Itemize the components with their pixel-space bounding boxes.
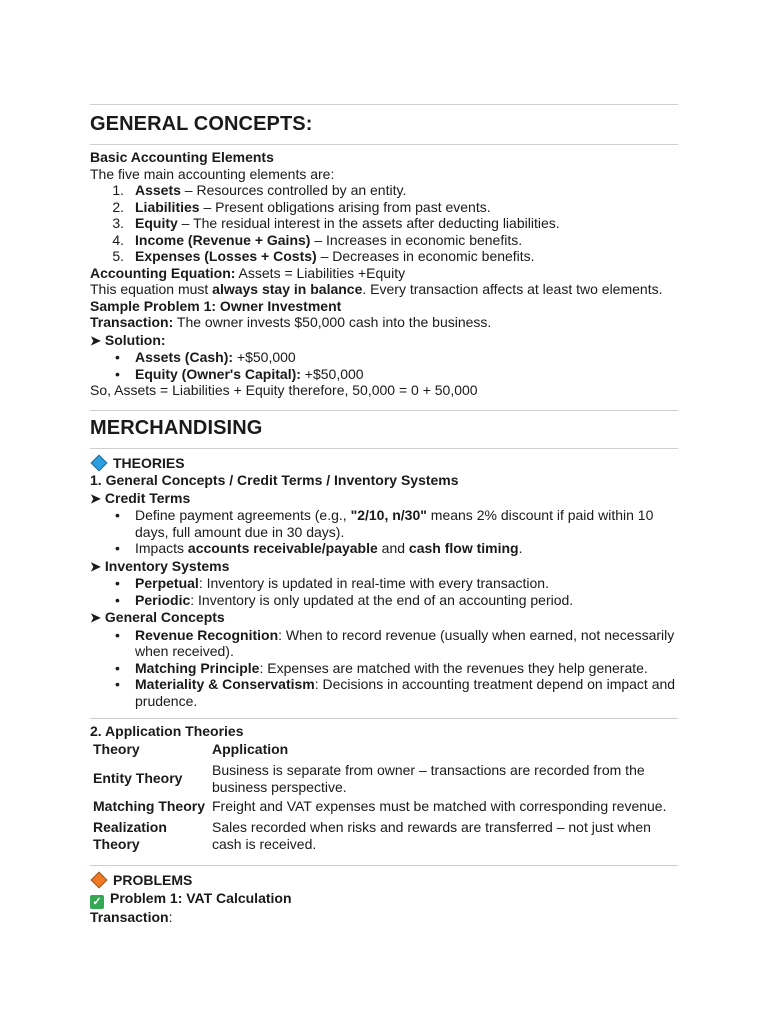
divider — [90, 410, 678, 411]
list-item: • Assets (Cash): +$50,000 — [90, 349, 678, 366]
table-header-application: Application — [212, 741, 289, 758]
inventory-list — [90, 575, 678, 608]
list-item: 5. Expenses (Losses + Costs) – Decreases in economic benefits. — [112, 248, 535, 264]
problem-1-title: ✓ Problem 1: VAT Calculation — [90, 890, 678, 909]
divider — [90, 104, 678, 105]
arrow-icon: ➤ — [90, 332, 101, 348]
list-item: • Impacts accounts receivable/payable and cash flow timing. — [90, 540, 678, 557]
orange-diamond-icon — [91, 871, 108, 888]
arrow-icon: ➤ — [90, 558, 101, 574]
sample-problem-title: Sample Problem 1: Owner Investment — [90, 297, 342, 314]
inventory-systems-label: ➤ Inventory Systems — [90, 557, 230, 574]
accounting-equation: Accounting Equation: Assets = Liabilities +Equity — [90, 264, 406, 281]
solution-label: ➤ Solution: — [90, 331, 166, 348]
list-item: • Revenue Recognition: When to record revenue (usually when earned, not necessarily when received). — [90, 627, 678, 660]
divider — [90, 144, 678, 145]
transaction-line: Transaction: The owner invests $50,000 cash into the business. — [90, 314, 492, 330]
general-concepts-label: ➤ General Concepts — [90, 609, 225, 625]
divider — [90, 865, 678, 866]
table-row — [90, 760, 678, 798]
general-concepts-list — [90, 627, 678, 710]
application-theories-table — [90, 740, 678, 856]
subheading-application-theories: 2. Application Theories — [90, 723, 244, 739]
list-item: • Define payment agreements (e.g., "2/10, n/30" means 2% discount if paid within 10 days, full amount due in 30 days). — [90, 507, 678, 540]
table-cell-application: Business is separate from owner – transactions are recorded from the business perspective. — [212, 762, 645, 795]
list-item: 2. Liabilities – Present obligations arising from past events. — [112, 198, 491, 215]
arrow-icon: ➤ — [90, 490, 101, 506]
list-item: 1. Assets – Resources controlled by an entity. — [112, 182, 407, 198]
blue-diamond-icon — [91, 454, 108, 471]
list-item: • Perpetual: Inventory is updated in real-time with every transaction. — [90, 575, 678, 592]
table-cell-theory: Matching Theory — [93, 798, 206, 815]
table-cell-theory: Realization Theory — [93, 819, 167, 852]
credit-terms-label: ➤ Credit Terms — [90, 489, 191, 506]
conclusion-text: So, Assets = Liabilities + Equity therefore, 50,000 = 0 + 50,000 — [90, 382, 478, 398]
subheading-general-concepts: 1. General Concepts / Credit Terms / Inventory Systems — [90, 472, 459, 488]
elements-list — [90, 182, 678, 265]
solution-list — [90, 349, 678, 382]
table-cell-application: Sales recorded when risks and rewards are transferred – not just when cash is received. — [212, 819, 651, 852]
section-heading-merchandising: MERCHANDISING — [90, 416, 263, 439]
section-heading-general-concepts: GENERAL CONCEPTS: — [90, 113, 313, 135]
list-item: • Matching Principle: Expenses are matched with the revenues they help generate. — [90, 660, 678, 677]
subheading-basic-elements: Basic Accounting Elements — [90, 149, 274, 165]
intro-text: The five main accounting elements are: — [90, 165, 335, 182]
check-mark-icon: ✓ — [90, 895, 104, 909]
table-cell-application: Freight and VAT expenses must be matched with corresponding revenue. — [212, 798, 667, 815]
divider — [90, 718, 678, 719]
table-header-row — [90, 740, 678, 760]
list-item: 4. Income (Revenue + Gains) – Increases in economic benefits. — [112, 231, 523, 248]
arrow-icon: ➤ — [90, 610, 101, 625]
divider — [90, 448, 678, 449]
credit-terms-list — [90, 507, 678, 557]
theories-label: THEORIES — [90, 455, 678, 472]
problems-label: PROBLEMS — [90, 872, 678, 889]
list-item: • Periodic: Inventory is only updated at the end of an accounting period. — [90, 592, 678, 609]
table-header-theory: Theory — [93, 741, 140, 758]
table-row — [90, 816, 678, 856]
document-page — [90, 0, 678, 926]
list-item: • Equity (Owner's Capital): +$50,000 — [90, 366, 678, 383]
list-item: • Materiality & Conservatism: Decisions in accounting treatment depend on impact and prudence. — [90, 676, 678, 709]
problem-transaction-line: Transaction: — [90, 909, 173, 925]
table-cell-theory: Entity Theory — [93, 770, 183, 787]
list-item: 3. Equity – The residual interest in the assets after deducting liabilities. — [112, 215, 560, 231]
balance-note: This equation must always stay in balance. Every transaction affects at least two elements. — [90, 281, 663, 297]
table-row — [90, 798, 678, 816]
